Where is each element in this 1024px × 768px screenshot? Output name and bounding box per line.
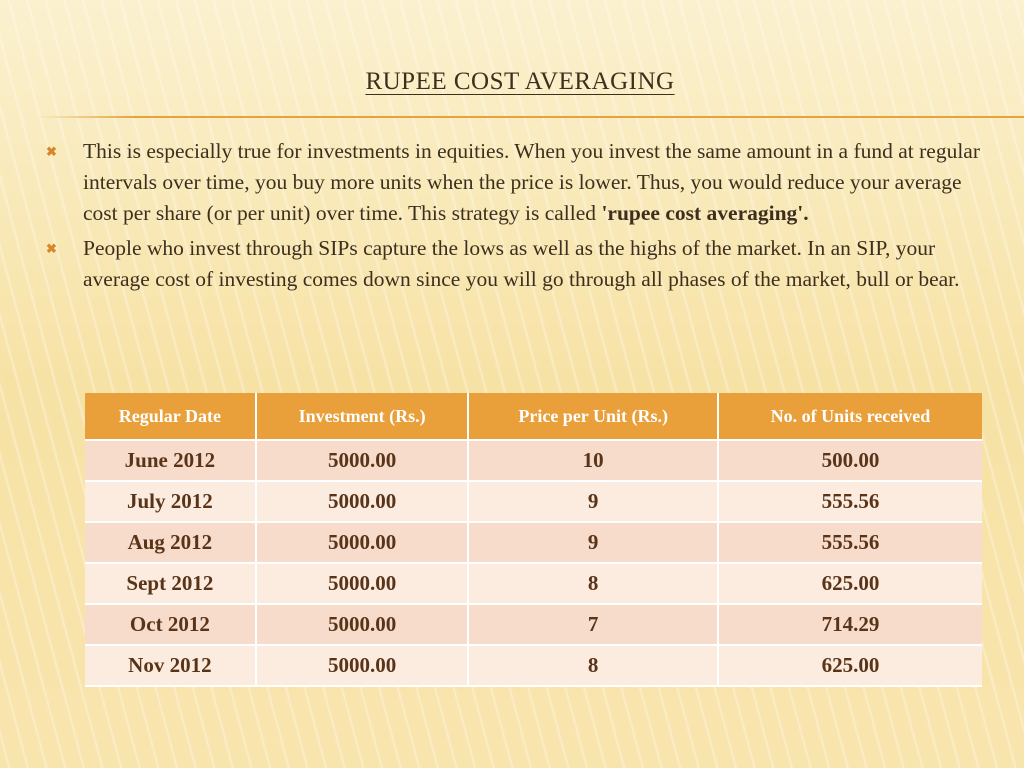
table-row — [85, 440, 982, 481]
table-row — [85, 522, 982, 563]
header-price-per-unit: Price per Unit (Rs.) — [468, 393, 717, 440]
bullet-bold-text: 'rupee cost averaging'. — [601, 201, 809, 225]
bullet-item — [42, 136, 992, 229]
table-row — [85, 645, 982, 686]
cell-investment: 5000.00 — [256, 604, 469, 645]
table-header-row — [85, 393, 982, 440]
cell-date: Nov 2012 — [85, 645, 256, 686]
investment-table — [85, 393, 982, 687]
table-row — [85, 481, 982, 522]
cell-units: 555.56 — [718, 522, 982, 563]
cell-price: 9 — [468, 522, 717, 563]
table-row — [85, 604, 982, 645]
header-regular-date: Regular Date — [85, 393, 256, 440]
cross-marker-icon: ✖ — [46, 241, 57, 256]
bullet-text: This is especially true for investments in equities. When you invest the same amount in a fund at regular intervals over time, you buy more units when the price is lower. Thus, you would reduce your average cost per share (or per unit) over time. This strategy is called — [83, 139, 981, 225]
cell-price: 8 — [468, 645, 717, 686]
cell-price: 8 — [468, 563, 717, 604]
cell-units: 714.29 — [718, 604, 982, 645]
bullet-item — [42, 233, 992, 295]
cell-price: 9 — [468, 481, 717, 522]
cell-units: 555.56 — [718, 481, 982, 522]
header-units-received: No. of Units received — [718, 393, 982, 440]
cell-units: 500.00 — [718, 440, 982, 481]
cell-date: June 2012 — [85, 440, 256, 481]
slide-title — [0, 68, 1024, 96]
cell-price: 10 — [468, 440, 717, 481]
cell-date: Aug 2012 — [85, 522, 256, 563]
cell-units: 625.00 — [718, 563, 982, 604]
cell-investment: 5000.00 — [256, 481, 469, 522]
cell-units: 625.00 — [718, 645, 982, 686]
bullet-list — [42, 136, 992, 299]
slide-title-text: RUPEE COST AVERAGING — [365, 68, 675, 95]
header-investment: Investment (Rs.) — [256, 393, 469, 440]
cell-investment: 5000.00 — [256, 440, 469, 481]
cell-date: Sept 2012 — [85, 563, 256, 604]
title-divider — [36, 116, 1024, 118]
cell-date: Oct 2012 — [85, 604, 256, 645]
cell-investment: 5000.00 — [256, 563, 469, 604]
cell-investment: 5000.00 — [256, 645, 469, 686]
table-row — [85, 563, 982, 604]
cell-price: 7 — [468, 604, 717, 645]
bullet-text: People who invest through SIPs capture the lows as well as the highs of the market. In an SIP, your average cost of investing comes down since you will go through all phases of the market, bull or bear. — [83, 236, 960, 291]
cell-date: July 2012 — [85, 481, 256, 522]
cell-investment: 5000.00 — [256, 522, 469, 563]
cross-marker-icon: ✖ — [46, 144, 57, 159]
